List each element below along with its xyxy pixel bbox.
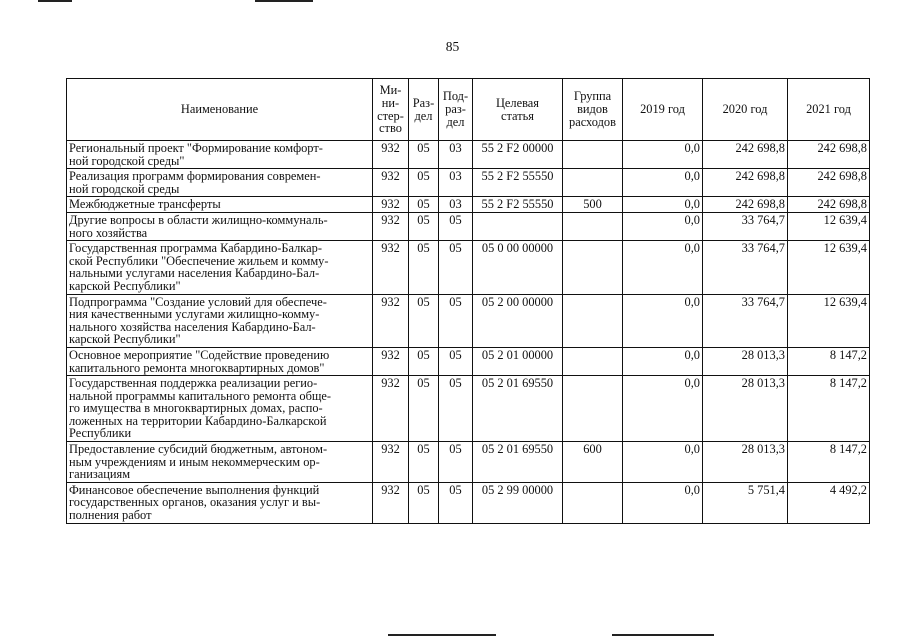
cell-y2021: 12 639,4 bbox=[788, 241, 870, 294]
header-group-label: Группа видов расходов bbox=[569, 89, 616, 129]
cell-group: 500 bbox=[563, 197, 623, 213]
cell-section: 05 bbox=[409, 241, 439, 294]
cell-y2019: 0,0 bbox=[623, 482, 703, 523]
cell-y2020: 5 751,4 bbox=[703, 482, 788, 523]
table-row bbox=[67, 442, 870, 483]
cell-y2019: 0,0 bbox=[623, 241, 703, 294]
cell-group bbox=[563, 347, 623, 375]
cell-section: 05 bbox=[409, 212, 439, 240]
header-ministry-label: Ми- ни- стер- ство bbox=[377, 82, 404, 136]
cell-section: 05 bbox=[409, 197, 439, 213]
header-target bbox=[473, 79, 563, 141]
cell-subsection: 05 bbox=[439, 241, 473, 294]
table-row bbox=[67, 376, 870, 442]
cell-y2020: 242 698,8 bbox=[703, 169, 788, 197]
header-subsection bbox=[439, 79, 473, 141]
cell-section: 05 bbox=[409, 442, 439, 483]
table-row bbox=[67, 482, 870, 523]
cell-group bbox=[563, 376, 623, 442]
cell-y2020: 28 013,3 bbox=[703, 376, 788, 442]
cell-y2019: 0,0 bbox=[623, 442, 703, 483]
cell-group bbox=[563, 482, 623, 523]
cell-ministry: 932 bbox=[373, 442, 409, 483]
cell-y2021: 8 147,2 bbox=[788, 347, 870, 375]
cell-y2021: 242 698,8 bbox=[788, 141, 870, 169]
cell-section: 05 bbox=[409, 294, 439, 347]
cell-y2021: 12 639,4 bbox=[788, 212, 870, 240]
cell-subsection: 05 bbox=[439, 294, 473, 347]
cell-y2020: 242 698,8 bbox=[703, 197, 788, 213]
cell-y2021: 242 698,8 bbox=[788, 169, 870, 197]
cell-group bbox=[563, 141, 623, 169]
cell-target: 55 2 F2 00000 bbox=[473, 141, 563, 169]
cell-group bbox=[563, 169, 623, 197]
top-edge-rule-left bbox=[38, 0, 72, 2]
cell-y2020: 28 013,3 bbox=[703, 347, 788, 375]
header-target-label: Целевая статья bbox=[495, 95, 540, 123]
cell-ministry: 932 bbox=[373, 294, 409, 347]
table-row bbox=[67, 169, 870, 197]
cell-name: Финансовое обеспечение выполнения функций государственных органов, оказания услуг и вы- полнения работ bbox=[67, 482, 373, 523]
table-header-row bbox=[67, 79, 870, 141]
cell-ministry: 932 bbox=[373, 241, 409, 294]
header-section-label: Раз- дел bbox=[412, 95, 435, 123]
header-subsection-label: Под- раз- дел bbox=[442, 89, 469, 129]
cell-subsection: 03 bbox=[439, 141, 473, 169]
cell-name: Другие вопросы в области жилищно-коммуналь- ного хозяйства bbox=[67, 212, 373, 240]
header-2019 bbox=[623, 79, 703, 141]
cell-ministry: 932 bbox=[373, 212, 409, 240]
cell-subsection: 05 bbox=[439, 347, 473, 375]
cell-target: 05 2 99 00000 bbox=[473, 482, 563, 523]
budget-table bbox=[66, 78, 870, 524]
cell-group bbox=[563, 294, 623, 347]
cell-ministry: 932 bbox=[373, 376, 409, 442]
cell-y2021: 242 698,8 bbox=[788, 197, 870, 213]
header-section bbox=[409, 79, 439, 141]
bottom-edge-rule-left bbox=[388, 634, 496, 636]
header-2021-label: 2021 год bbox=[806, 102, 851, 117]
cell-section: 05 bbox=[409, 141, 439, 169]
cell-target: 55 2 F2 55550 bbox=[473, 197, 563, 213]
cell-y2020: 33 764,7 bbox=[703, 294, 788, 347]
cell-y2019: 0,0 bbox=[623, 347, 703, 375]
header-group bbox=[563, 79, 623, 141]
header-2019-label: 2019 год bbox=[640, 102, 685, 117]
cell-y2021: 8 147,2 bbox=[788, 442, 870, 483]
header-2020-label: 2020 год bbox=[722, 102, 768, 117]
cell-name: Государственная поддержка реализации регио- нальной программы капитального ремонта обще- го имущества в многоквартирных домах, распо- ложенных на территории Кабардино-Балкарской Республики bbox=[67, 376, 373, 442]
cell-target: 55 2 F2 55550 bbox=[473, 169, 563, 197]
cell-subsection: 05 bbox=[439, 482, 473, 523]
cell-ministry: 932 bbox=[373, 141, 409, 169]
cell-subsection: 05 bbox=[439, 376, 473, 442]
cell-name: Подпрограмма "Создание условий для обеспече- ния качественными услугами жилищно-комму- нального хозяйства населения Кабардино-Бал- карской Республики" bbox=[67, 294, 373, 347]
table-row bbox=[67, 347, 870, 375]
cell-y2020: 33 764,7 bbox=[703, 212, 788, 240]
header-name bbox=[67, 79, 373, 141]
cell-subsection: 03 bbox=[439, 169, 473, 197]
bottom-edge-rule-right bbox=[612, 634, 714, 636]
cell-section: 05 bbox=[409, 169, 439, 197]
table-body bbox=[67, 141, 870, 524]
cell-target: 05 2 00 00000 bbox=[473, 294, 563, 347]
cell-y2019: 0,0 bbox=[623, 197, 703, 213]
cell-section: 05 bbox=[409, 376, 439, 442]
cell-name: Государственная программа Кабардино-Балкар- ской Республики "Обеспечение жильем и комму- нальными услугами населения Кабардино-Бал- карской Республики" bbox=[67, 241, 373, 294]
cell-y2020: 28 013,3 bbox=[703, 442, 788, 483]
cell-subsection: 05 bbox=[439, 442, 473, 483]
cell-group: 600 bbox=[563, 442, 623, 483]
cell-y2020: 242 698,8 bbox=[703, 141, 788, 169]
cell-section: 05 bbox=[409, 482, 439, 523]
cell-name: Основное мероприятие "Содействие проведению капитального ремонта многоквартирных домов" bbox=[67, 347, 373, 375]
cell-target bbox=[473, 212, 563, 240]
cell-target: 05 0 00 00000 bbox=[473, 241, 563, 294]
cell-ministry: 932 bbox=[373, 347, 409, 375]
cell-subsection: 05 bbox=[439, 212, 473, 240]
cell-subsection: 03 bbox=[439, 197, 473, 213]
page-number: 85 bbox=[445, 39, 460, 54]
cell-ministry: 932 bbox=[373, 482, 409, 523]
cell-ministry: 932 bbox=[373, 169, 409, 197]
cell-y2019: 0,0 bbox=[623, 141, 703, 169]
cell-y2021: 4 492,2 bbox=[788, 482, 870, 523]
header-2021 bbox=[788, 79, 870, 141]
cell-y2019: 0,0 bbox=[623, 169, 703, 197]
header-ministry bbox=[373, 79, 409, 141]
cell-y2019: 0,0 bbox=[623, 212, 703, 240]
cell-ministry: 932 bbox=[373, 197, 409, 213]
cell-y2019: 0,0 bbox=[623, 294, 703, 347]
cell-target: 05 2 01 00000 bbox=[473, 347, 563, 375]
top-edge-rule-center bbox=[255, 0, 313, 2]
cell-name: Реализация программ формирования современ- ной городской среды bbox=[67, 169, 373, 197]
cell-target: 05 2 01 69550 bbox=[473, 442, 563, 483]
table-row bbox=[67, 241, 870, 294]
cell-name: Региональный проект "Формирование комфорт- ной городской среды" bbox=[67, 141, 373, 169]
cell-group bbox=[563, 241, 623, 294]
table-row bbox=[67, 141, 870, 169]
cell-y2021: 8 147,2 bbox=[788, 376, 870, 442]
cell-section: 05 bbox=[409, 347, 439, 375]
table-row bbox=[67, 294, 870, 347]
cell-group bbox=[563, 212, 623, 240]
cell-name: Межбюджетные трансферты bbox=[67, 197, 373, 213]
header-2020 bbox=[703, 79, 788, 141]
cell-y2020: 33 764,7 bbox=[703, 241, 788, 294]
header-name-label: Наименование bbox=[180, 102, 259, 117]
table-row bbox=[67, 212, 870, 240]
cell-y2019: 0,0 bbox=[623, 376, 703, 442]
table-row bbox=[67, 197, 870, 213]
cell-name: Предоставление субсидий бюджетным, автоном- ным учреждениям и иным некоммерческим ор- ганизациям bbox=[67, 442, 373, 483]
cell-y2021: 12 639,4 bbox=[788, 294, 870, 347]
cell-target: 05 2 01 69550 bbox=[473, 376, 563, 442]
